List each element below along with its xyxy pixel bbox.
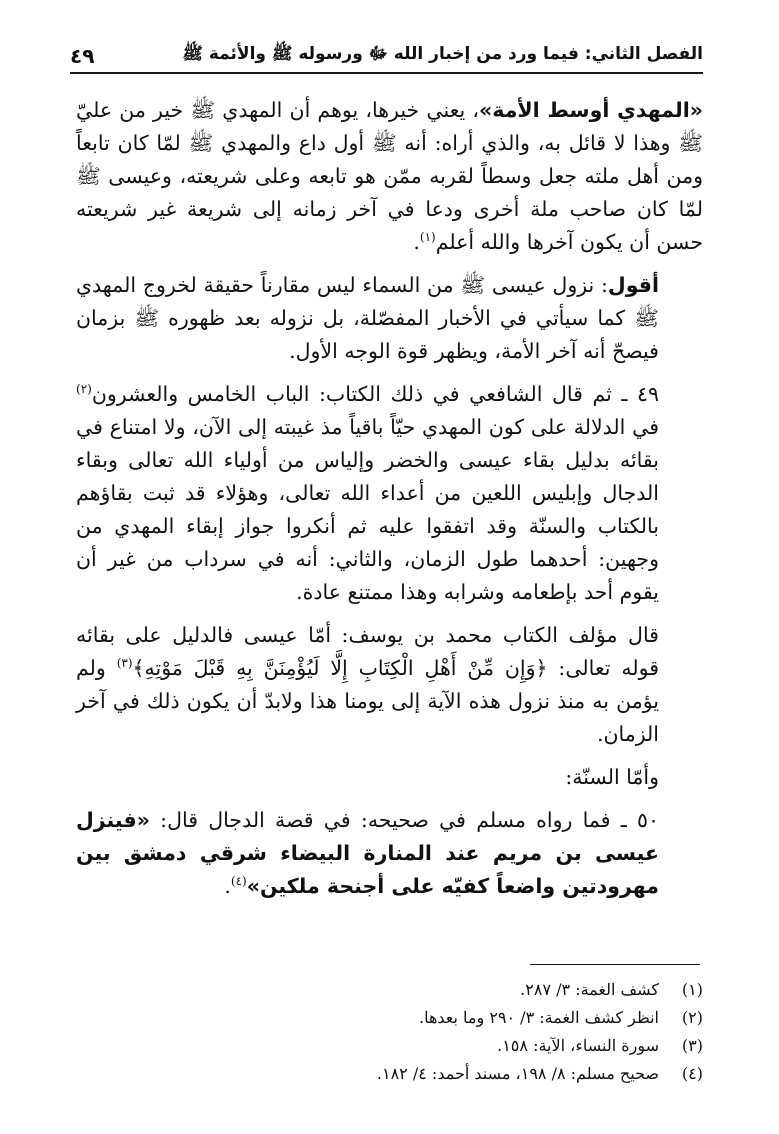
footnote-item bbox=[76, 1032, 703, 1060]
paragraph-2 bbox=[76, 269, 703, 368]
footnote-text: سورة النساء، الآية: ١٥٨. bbox=[497, 1036, 659, 1055]
bold-quote: «المهدي أوسط الأمة» bbox=[479, 98, 704, 122]
paragraph-3 bbox=[76, 378, 703, 609]
footnote-number: (٤) bbox=[681, 1064, 703, 1083]
running-header bbox=[70, 28, 703, 74]
paragraph-end: . bbox=[224, 874, 231, 898]
footnote-text: صحيح مسلم: ٨/ ١٩٨، مسند أحمد: ٤/ ١٨٢. bbox=[376, 1064, 659, 1083]
paragraph-end: . bbox=[413, 230, 420, 254]
footnotes bbox=[76, 976, 703, 1088]
paragraph-1 bbox=[76, 94, 703, 259]
paragraph-6 bbox=[76, 804, 703, 903]
paragraph-text: ٤٩ ـ ثم قال الشافعي في ذلك الكتاب: الباب الخامس والعشرون bbox=[91, 382, 659, 406]
paragraph-text: ، يعني خيرها، يوهم أن المهدي ﷺ خير من عليّ ﷺ وهذا لا قائل به، والذي أراه: أنه ﷺ أول داع والمهدي ﷺ لمّا كان تابعاً ومن أهل ملته جعل وسطاً لقربه ممّن هو تابعه وعلى شريعته، وعيسى ﷺ لمّا كان صاحب ملة أخرى ودعا في آخر زمانه إلى شريعة غير شريعته حسن أن يكون آخرها والله أعلم bbox=[76, 98, 703, 254]
page-number: ٤٩ bbox=[70, 44, 95, 68]
footnote-number: (٢) bbox=[681, 1008, 703, 1027]
bold-hadith-quote: «فينزل عيسى بن مريم عند المنارة البيضاء شرقي دمشق بين مهرودتين واضعاً كفيّه على أجنحة ملكين» bbox=[76, 808, 659, 898]
footnote-ref: (٣) bbox=[116, 656, 133, 671]
footnote-ref: (٢) bbox=[76, 382, 92, 397]
footnote-item bbox=[76, 976, 703, 1004]
footnote-ref: (٤) bbox=[230, 874, 247, 889]
footnote-ref: (١) bbox=[419, 230, 436, 245]
main-text bbox=[76, 94, 703, 913]
paragraph-5 bbox=[76, 761, 703, 794]
paragraph-text-cont: في الدلالة على كون المهدي حيّاً باقياً مذ غيبته إلى الآن، ولا امتناع في بقائه بدليل بقاء عيسى والخضر وإلياس من أولياء الله تعالى وبقاء الدجال وإبليس اللعين من أعداء الله تعالى، وهؤلاء قد ثبت بقاؤهم بالكتاب والسنّة وقد اتفقوا عليه ثم أنكروا جواز إبقاء المهدي من وجهين: أحدهما طول الزمان، والثاني: أنه في سرداب من غير أن يقوم أحد بإطعامه وشرابه وهذا ممتنع عادة. bbox=[76, 415, 659, 604]
bold-lead-aqul: أقول bbox=[607, 273, 659, 297]
paragraph-text-cont: ولم يؤمن به منذ نزول هذه الآية إلى يومنا هذا ولابدّ أن يكون ذلك في آخر الزمان. bbox=[76, 656, 659, 746]
footnote-text: كشف الغمة: ٣/ ٢٨٧. bbox=[520, 980, 659, 999]
footnote-number: (٣) bbox=[681, 1036, 703, 1055]
paragraph-text: قال مؤلف الكتاب محمد بن يوسف: أمّا عيسى فالدليل على بقائه قوله تعالى: bbox=[76, 623, 660, 680]
footnote-item bbox=[76, 1060, 703, 1088]
paragraph-text: : نزول عيسى ﷺ من السماء ليس مقارناً حقيقة لخروج المهدي ﷺ كما سيأتي في الأخبار المفصّلة، بل نزوله بعد ظهوره ﷺ بزمان فيصحّ أنه آخر الأمة، ويظهر قوة الوجه الأول. bbox=[76, 273, 659, 363]
footnote-text: انظر كشف الغمة: ٣/ ٢٩٠ وما بعدها. bbox=[419, 1008, 659, 1027]
paragraph-text: ٥٠ ـ فما رواه مسلم في صحيحه: في قصة الدجال قال: bbox=[149, 808, 659, 832]
paragraph-text: وأمّا السنّة: bbox=[565, 765, 659, 789]
chapter-title: الفصل الثاني: فيما ورد من إخبار الله ﷻ ورسوله ﷺ والأئمة ﷺ bbox=[182, 44, 703, 64]
footnote-number: (١) bbox=[681, 980, 703, 999]
paragraph-4 bbox=[76, 619, 703, 751]
quran-verse: ﴿وَإِن مِّنْ أَهْلِ الْكِتَابِ إِلَّا لَيُؤْمِنَنَّ بِهِ قَبْلَ مَوْتِهِ﴾ bbox=[132, 656, 548, 680]
footnote-item bbox=[76, 1004, 703, 1032]
footnote-separator bbox=[530, 964, 700, 965]
